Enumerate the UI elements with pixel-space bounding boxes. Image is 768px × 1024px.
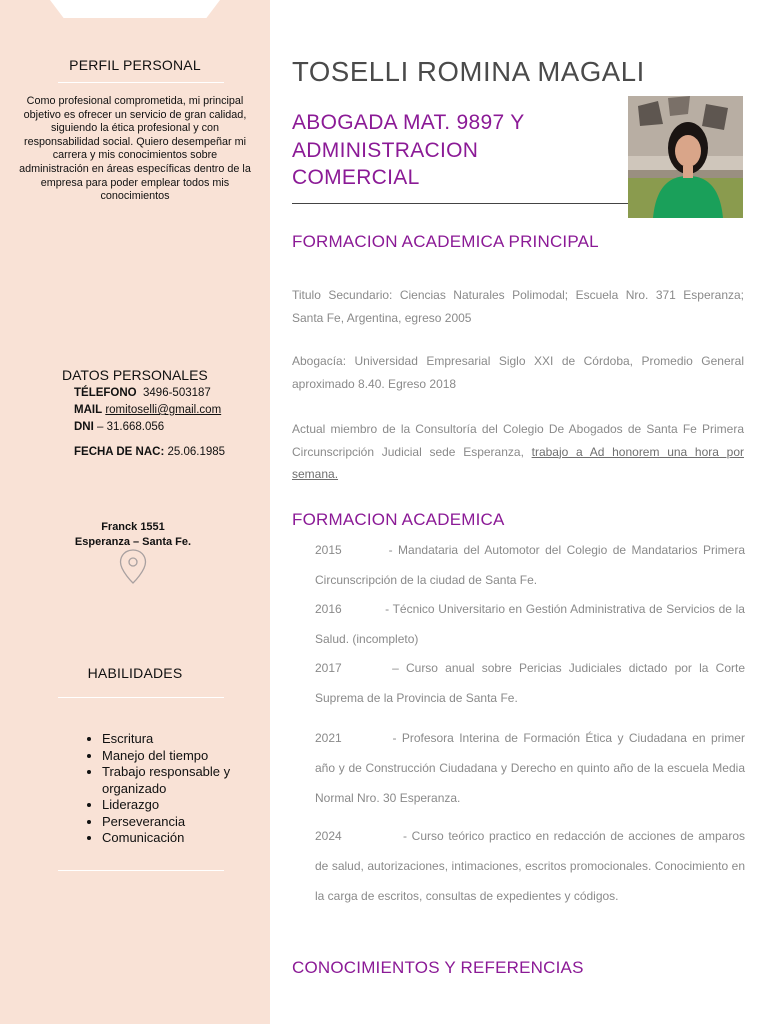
- timeline-year: 2024: [315, 829, 342, 843]
- phone-row: [74, 385, 262, 402]
- address-city: Esperanza – Santa Fe.: [74, 536, 192, 548]
- personal-data-heading: DATOS PERSONALES: [62, 367, 208, 383]
- dni-value: – 31.668.056: [97, 421, 165, 433]
- role-line: ADMINISTRACION: [292, 138, 479, 162]
- profile-divider: [58, 82, 224, 83]
- address: [0, 520, 266, 550]
- skill-item: • Comunicación: [102, 830, 282, 847]
- section-title-formacion: FORMACION ACADEMICA: [292, 510, 505, 529]
- skills-bottom-divider: [58, 870, 224, 871]
- sidebar: [0, 0, 270, 1024]
- education-paragraph: Abogacía: Universidad Empresarial Siglo XXI de Córdoba, Promedio General aproximado 8.40. Egreso 2018: [292, 354, 744, 391]
- education-paragraph: Titulo Secundario: Ciencias Naturales Polimodal; Escuela Nro. 371 Esperanza; Santa Fe, Argentina, egreso 2005: [292, 288, 744, 325]
- address-street: Franck 1551: [101, 521, 165, 533]
- profile-photo: [628, 96, 743, 218]
- timeline-year: 2017: [315, 661, 342, 675]
- section-title-conocimientos: CONOCIMIENTOS Y REFERENCIAS: [292, 958, 584, 977]
- skill-item: • Manejo del tiempo: [102, 748, 282, 765]
- skills-list: [80, 731, 282, 847]
- candidate-role: [292, 109, 612, 192]
- skill-item: • Trabajo responsable y organizado: [102, 764, 282, 797]
- membership-paragraph: [292, 418, 744, 486]
- birthdate-row: [74, 444, 262, 461]
- timeline-item: [315, 653, 745, 713]
- timeline-year: 2015: [315, 543, 342, 557]
- membership-text: Actual miembro de la Consultoría del Colegio De Abogados de Santa Fe Primera Circunscripción Judicial sede Esperanza,: [292, 422, 744, 459]
- skill-item: • Liderazgo: [102, 797, 282, 814]
- skill-item: • Escritura: [102, 731, 282, 748]
- timeline-text: - Técnico Universitario en Gestión Administrativa de Servicios de la Salud. (incompleto): [315, 602, 745, 646]
- timeline-text: - Profesora Interina de Formación Ética y Ciudadana en primer año y de Construcción Ciudadana y Derecho en quinto año de la escuela Media Normal Nro. 30 Esperanza.: [315, 731, 745, 805]
- skill-item: • Perseverancia: [102, 814, 282, 831]
- membership-link[interactable]: trabajo a Ad honorem una hora por semana.: [292, 444, 744, 481]
- mail-row: [74, 402, 262, 419]
- mail-link[interactable]: romitoselli@gmail.com: [105, 404, 222, 416]
- header-divider: [292, 203, 634, 204]
- location-pin-icon: [118, 548, 148, 591]
- personal-data: [62, 367, 262, 461]
- dni-label: DNI: [74, 421, 94, 433]
- role-line: COMERCIAL: [292, 166, 420, 189]
- timeline-item: [315, 535, 745, 595]
- profile-text: Como profesional comprometida, mi principal objetivo es ofrecer un servicio de gran calidad, siguiendo la ética profesional y con responsabilidad social. Quiero desempeñar mi carrera y mis conocimientos sobre administración en áreas específicas dentro de la empresa para poder emplear todos mis conocimientos: [19, 95, 251, 203]
- timeline-item: [315, 821, 745, 911]
- skills-heading: HABILIDADES: [87, 665, 183, 681]
- timeline-text: - Curso teórico practico en redacción de acciones de amparos de salud, autorizaciones, intimaciones, escritos promocionales. Conocimiento en la carga de escritos, consultas de expedientes y códigos.: [315, 829, 745, 903]
- skills-divider: [58, 697, 224, 698]
- phone-value: 3496-503187: [143, 387, 211, 399]
- timeline-text: – Curso anual sobre Pericias Judiciales dictado por la Corte Suprema de la Provincia de Santa Fe.: [315, 661, 745, 705]
- role-line: ABOGADA MAT. 9897 Y: [292, 111, 525, 134]
- timeline-text: - Mandataria del Automotor del Colegio de Mandatarios Primera Circunscripción de la ciudad de Santa Fe.: [315, 543, 745, 587]
- sidebar-top-notch: [50, 0, 220, 18]
- timeline-year: 2021: [315, 731, 342, 745]
- timeline-year: 2016: [315, 602, 342, 616]
- phone-label: TÉLEFONO: [74, 387, 137, 399]
- birthdate-value: 25.06.1985: [167, 446, 226, 458]
- candidate-name: TOSELLI ROMINA MAGALI: [292, 56, 645, 87]
- timeline-item: [315, 723, 745, 813]
- dni-row: [74, 419, 262, 436]
- timeline-item: [315, 594, 745, 654]
- mail-label: MAIL: [74, 404, 103, 416]
- profile-heading: PERFIL PERSONAL: [69, 57, 201, 73]
- birthdate-label: FECHA DE NAC:: [74, 446, 165, 458]
- section-title-formacion-principal: FORMACION ACADEMICA PRINCIPAL: [292, 232, 599, 251]
